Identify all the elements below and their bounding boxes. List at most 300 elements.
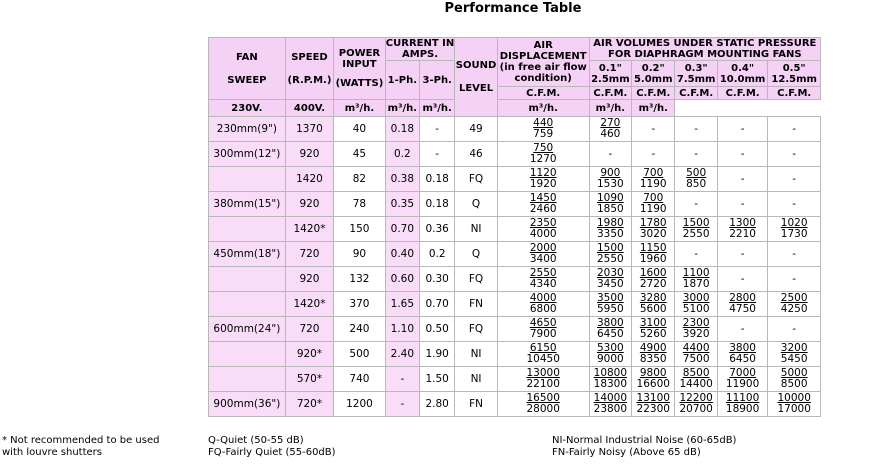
value-cfm: 1450 — [529, 192, 557, 204]
current-1ph-cell: 1.10 — [385, 317, 419, 342]
air-volume-cell — [717, 342, 767, 367]
air-volume-cell — [632, 342, 675, 367]
speed-cell: 920 — [285, 192, 333, 217]
value-cfm: 4900 — [639, 342, 667, 354]
sound-level-cell: FQ — [455, 267, 497, 292]
value-m3h: 5600 — [639, 303, 667, 315]
air-volume-cell — [632, 242, 675, 267]
current-3ph-cell: 0.18 — [420, 167, 455, 192]
value-m3h: 2460 — [529, 203, 557, 215]
air-volume-cell — [717, 117, 767, 142]
air-displacement-cell — [497, 292, 589, 317]
value-none: - — [694, 247, 699, 260]
current-3ph-cell: 1.50 — [420, 367, 455, 392]
value-cfm: 1020 — [780, 217, 808, 229]
value-cfm: 6150 — [529, 342, 557, 354]
air-volume-cell — [675, 142, 717, 167]
value-none: - — [792, 247, 797, 260]
current-1ph-cell: - — [385, 392, 419, 417]
value-m3h: 3350 — [596, 228, 624, 240]
value-cfm: 270 — [600, 117, 621, 129]
value-none: - — [694, 122, 699, 135]
value-none: - — [792, 122, 797, 135]
air-volume-cell — [768, 292, 821, 317]
value-cfm: 1100 — [682, 267, 710, 279]
current-1ph-cell: - — [385, 367, 419, 392]
sound-level-cell: NI — [455, 367, 497, 392]
table-row — [209, 342, 821, 367]
power-cell: 45 — [334, 142, 385, 167]
air-displacement-cell — [497, 167, 589, 192]
value-none: - — [651, 122, 656, 135]
sound-level-cell: Q — [455, 242, 497, 267]
header-pressure-2 — [675, 61, 717, 87]
air-volume-cell — [717, 267, 767, 292]
value-m3h: 5100 — [682, 303, 710, 315]
air-volume-cell — [675, 167, 717, 192]
air-volume-cell — [768, 142, 821, 167]
value-cfm: 4650 — [529, 317, 557, 329]
sound-level-cell: 46 — [455, 142, 497, 167]
current-3ph-cell: 0.70 — [420, 292, 455, 317]
speed-cell: 920 — [285, 142, 333, 167]
speed-cell: 920 — [285, 267, 333, 292]
air-volume-cell — [717, 242, 767, 267]
table-row — [209, 317, 821, 342]
value-m3h: 1530 — [596, 178, 624, 190]
fan-sweep-cell — [209, 217, 286, 242]
table-row — [209, 217, 821, 242]
speed-cell: 920* — [285, 342, 333, 367]
air-volume-cell — [675, 192, 717, 217]
current-3ph-cell: 1.90 — [420, 342, 455, 367]
value-cfm: 3000 — [682, 292, 710, 304]
value-cfm: 500 — [686, 167, 707, 179]
fan-sweep-cell — [209, 267, 286, 292]
value-m3h: 1730 — [780, 228, 808, 240]
air-volume-cell — [768, 167, 821, 192]
value-cfm: 14000 — [593, 392, 628, 404]
value-m3h: 850 — [686, 178, 707, 190]
value-cfm: 16500 — [526, 392, 560, 404]
value-cfm: 2800 — [729, 292, 756, 304]
air-volume-cell — [675, 392, 717, 417]
current-1ph-cell: 0.60 — [385, 267, 419, 292]
speed-cell: 1370 — [285, 117, 333, 142]
air-volume-cell — [717, 192, 767, 217]
value-none: - — [792, 197, 797, 210]
header-speed: SPEED (R.P.M.) — [285, 38, 333, 100]
header-air-volumes: AIR VOLUMES UNDER STATIC PRESSURE FOR DIAPHRAGM MOUNTING FANS — [589, 38, 820, 61]
value-none: - — [694, 147, 699, 160]
header-m3h: m³/h. — [589, 100, 631, 117]
header-pressure-0 — [589, 61, 631, 87]
value-m3h: 3400 — [529, 253, 557, 265]
value-m3h: 8350 — [639, 353, 667, 365]
speed-cell: 570* — [285, 367, 333, 392]
power-cell: 500 — [334, 342, 385, 367]
value-cfm: 3200 — [780, 342, 808, 354]
header-m3h: m³/h. — [420, 100, 455, 117]
air-volume-cell — [589, 192, 631, 217]
air-volume-cell — [589, 367, 631, 392]
value-none: - — [792, 322, 797, 335]
value-cfm: 1980 — [596, 217, 624, 229]
air-volume-cell — [768, 317, 821, 342]
current-1ph-cell: 0.40 — [385, 242, 419, 267]
speed-cell: 1420* — [285, 217, 333, 242]
value-cfm: 3280 — [639, 292, 667, 304]
air-volume-cell — [632, 167, 675, 192]
air-volume-cell — [632, 367, 675, 392]
header-m3h: m³/h. — [385, 100, 419, 117]
value-cfm: 10000 — [777, 392, 811, 404]
air-volume-cell — [589, 342, 631, 367]
value-none: - — [651, 147, 656, 160]
power-cell: 1200 — [334, 392, 385, 417]
air-volume-cell — [589, 317, 631, 342]
air-volume-cell — [632, 267, 675, 292]
air-volume-cell — [717, 217, 767, 242]
value-cfm: 1500 — [596, 242, 624, 254]
value-m3h: 1190 — [639, 178, 667, 190]
value-cfm: 8500 — [682, 367, 710, 379]
pressure-inch: 0.1" — [598, 62, 622, 74]
air-volume-cell — [768, 267, 821, 292]
air-volume-cell — [675, 342, 717, 367]
sound-level-cell: FN — [455, 392, 497, 417]
table-row — [209, 167, 821, 192]
value-m3h: 7500 — [682, 353, 710, 365]
header-cfm: C.F.M. — [589, 87, 631, 100]
header-sound: SOUND LEVEL — [455, 38, 497, 117]
value-m3h: 18300 — [593, 378, 628, 390]
fan-sweep-cell: 900mm(36") — [209, 392, 286, 417]
value-cfm: 3100 — [639, 317, 667, 329]
pressure-mm: 7.5mm — [676, 73, 716, 85]
current-1ph-cell: 1.65 — [385, 292, 419, 317]
current-3ph-cell: - — [420, 142, 455, 167]
pressure-inch: 0.3" — [684, 62, 708, 74]
value-m3h: 4340 — [529, 278, 557, 290]
value-none: - — [740, 197, 745, 210]
value-m3h: 4750 — [729, 303, 756, 315]
air-volume-cell — [717, 367, 767, 392]
air-volume-cell — [632, 142, 675, 167]
air-volume-cell — [589, 267, 631, 292]
speed-cell: 720 — [285, 317, 333, 342]
air-volume-cell — [675, 242, 717, 267]
value-none: - — [740, 272, 745, 285]
page-title: Performance Table — [444, 1, 582, 16]
air-displacement-cell — [497, 367, 589, 392]
fan-sweep-cell — [209, 167, 286, 192]
value-cfm: 2030 — [596, 267, 624, 279]
table-row — [209, 267, 821, 292]
value-m3h: 1960 — [639, 253, 667, 265]
value-m3h: 759 — [533, 128, 554, 140]
fan-sweep-cell: 300mm(12") — [209, 142, 286, 167]
table-row — [209, 142, 821, 167]
header-m3h: m³/h. — [497, 100, 589, 117]
value-m3h: 5260 — [639, 328, 667, 340]
air-volume-cell — [768, 392, 821, 417]
table-row — [209, 292, 821, 317]
table-row — [209, 392, 821, 417]
value-m3h: 3920 — [682, 328, 710, 340]
value-m3h: 1920 — [529, 178, 557, 190]
air-displacement-cell — [497, 142, 589, 167]
value-m3h: 20700 — [679, 403, 713, 415]
current-3ph-cell: 0.36 — [420, 217, 455, 242]
value-m3h: 460 — [600, 128, 621, 140]
air-volume-cell — [675, 217, 717, 242]
air-volume-cell — [632, 392, 675, 417]
header-400v: 400V. — [285, 100, 333, 117]
pressure-mm: 5.0mm — [633, 73, 673, 85]
current-3ph-cell: - — [420, 117, 455, 142]
value-cfm: 4000 — [529, 292, 557, 304]
pressure-inch: 0.2" — [641, 62, 665, 74]
header-fan-sweep: FAN SWEEP — [209, 38, 286, 100]
air-volume-cell — [589, 117, 631, 142]
value-m3h: 5950 — [596, 303, 624, 315]
value-cfm: 5300 — [596, 342, 624, 354]
value-cfm: 4400 — [682, 342, 710, 354]
pressure-mm: 12.5mm — [771, 73, 817, 85]
header-current: CURRENT IN AMPS. — [385, 38, 455, 60]
header-pressure-4 — [768, 61, 821, 87]
value-cfm: 1120 — [529, 167, 557, 179]
value-cfm: 3800 — [596, 317, 624, 329]
current-3ph-cell: 2.80 — [420, 392, 455, 417]
value-m3h: 3450 — [596, 278, 624, 290]
note-fairly-quiet: FQ-Fairly Quiet (55-60dB) — [208, 447, 336, 458]
sound-level-cell: 49 — [455, 117, 497, 142]
current-1ph-cell: 0.70 — [385, 217, 419, 242]
air-volume-cell — [589, 142, 631, 167]
air-displacement-cell — [497, 317, 589, 342]
table-row — [209, 367, 821, 392]
value-cfm: 700 — [643, 167, 664, 179]
sound-level-cell: FQ — [455, 167, 497, 192]
header-cfm: C.F.M. — [632, 87, 675, 100]
value-cfm: 12200 — [679, 392, 713, 404]
value-m3h: 22300 — [636, 403, 670, 415]
sound-level-cell: NI — [455, 342, 497, 367]
current-3ph-cell: 0.2 — [420, 242, 455, 267]
value-m3h: 23800 — [593, 403, 628, 415]
value-m3h: 4000 — [529, 228, 557, 240]
air-volume-cell — [632, 317, 675, 342]
air-volume-cell — [768, 192, 821, 217]
value-none: - — [608, 147, 613, 160]
power-cell: 132 — [334, 267, 385, 292]
value-m3h: 5450 — [780, 353, 808, 365]
sound-level-cell: FQ — [455, 317, 497, 342]
fan-sweep-cell: 380mm(15") — [209, 192, 286, 217]
air-volume-cell — [632, 192, 675, 217]
value-cfm: 7000 — [729, 367, 756, 379]
value-m3h: 1270 — [529, 153, 557, 165]
air-volume-cell — [768, 242, 821, 267]
air-displacement-cell — [497, 217, 589, 242]
header-pressure-1 — [632, 61, 675, 87]
fan-sweep-cell — [209, 342, 286, 367]
speed-cell: 1420* — [285, 292, 333, 317]
value-m3h: 2550 — [682, 228, 710, 240]
power-cell: 78 — [334, 192, 385, 217]
air-volume-cell — [675, 292, 717, 317]
value-m3h: 22100 — [526, 378, 560, 390]
value-none: - — [792, 172, 797, 185]
air-volume-cell — [589, 242, 631, 267]
air-volume-cell — [675, 267, 717, 292]
value-cfm: 1500 — [682, 217, 710, 229]
sound-level-cell: NI — [455, 217, 497, 242]
air-displacement-cell — [497, 267, 589, 292]
value-none: - — [740, 147, 745, 160]
air-displacement-cell — [497, 117, 589, 142]
value-m3h: 6450 — [729, 353, 756, 365]
current-1ph-cell: 0.35 — [385, 192, 419, 217]
value-none: - — [792, 147, 797, 160]
speed-cell: 1420 — [285, 167, 333, 192]
air-volume-cell — [632, 217, 675, 242]
note-normal-industrial: NI-Normal Industrial Noise (60-65dB) — [552, 435, 737, 446]
pressure-mm: 2.5mm — [591, 73, 630, 85]
fan-sweep-cell: 600mm(24") — [209, 317, 286, 342]
table-row — [209, 117, 821, 142]
note-asterisk-line2: with louvre shutters — [2, 447, 102, 458]
air-displacement-cell — [497, 242, 589, 267]
power-cell: 740 — [334, 367, 385, 392]
value-m3h: 9000 — [596, 353, 624, 365]
value-none: - — [740, 247, 745, 260]
fan-sweep-cell: 230mm(9") — [209, 117, 286, 142]
value-cfm: 1090 — [596, 192, 624, 204]
value-m3h: 11900 — [725, 378, 760, 390]
value-m3h: 2720 — [639, 278, 667, 290]
current-1ph-cell: 0.18 — [385, 117, 419, 142]
value-cfm: 2550 — [529, 267, 557, 279]
current-3ph-cell: 0.30 — [420, 267, 455, 292]
value-none: - — [792, 272, 797, 285]
sound-level-cell: Q — [455, 192, 497, 217]
value-cfm: 1600 — [639, 267, 667, 279]
power-cell: 370 — [334, 292, 385, 317]
value-cfm: 11100 — [725, 392, 760, 404]
value-cfm: 2500 — [780, 292, 808, 304]
power-cell: 240 — [334, 317, 385, 342]
value-cfm: 13100 — [636, 392, 670, 404]
value-cfm: 2350 — [529, 217, 557, 229]
value-none: - — [740, 122, 745, 135]
air-displacement-cell — [497, 342, 589, 367]
fan-sweep-cell — [209, 367, 286, 392]
value-m3h: 2210 — [729, 228, 756, 240]
air-volume-cell — [675, 317, 717, 342]
fan-sweep-cell — [209, 292, 286, 317]
current-3ph-cell: 0.50 — [420, 317, 455, 342]
value-cfm: 10800 — [593, 367, 628, 379]
air-volume-cell — [632, 117, 675, 142]
air-volume-cell — [589, 392, 631, 417]
value-m3h: 2550 — [596, 253, 624, 265]
value-cfm: 9800 — [639, 367, 667, 379]
pressure-mm: 10.0mm — [719, 73, 766, 85]
value-cfm: 1300 — [729, 217, 756, 229]
current-1ph-cell: 2.40 — [385, 342, 419, 367]
value-none: - — [740, 172, 745, 185]
header-cfm: C.F.M. — [717, 87, 767, 100]
value-m3h: 6450 — [596, 328, 624, 340]
air-volume-cell — [589, 292, 631, 317]
header-cfm: C.F.M. — [675, 87, 717, 100]
header-m3h: m³/h. — [334, 100, 385, 117]
value-cfm: 13000 — [526, 367, 560, 379]
air-volume-cell — [717, 317, 767, 342]
pressure-inch: 0.4" — [731, 62, 755, 74]
value-cfm: 1150 — [639, 242, 667, 254]
air-volume-cell — [675, 367, 717, 392]
speed-cell: 720* — [285, 392, 333, 417]
air-volume-cell — [717, 142, 767, 167]
value-m3h: 3020 — [639, 228, 667, 240]
air-volume-cell — [717, 167, 767, 192]
value-m3h: 10450 — [526, 353, 560, 365]
air-volume-cell — [768, 217, 821, 242]
value-cfm: 1780 — [639, 217, 667, 229]
note-fairly-noisy: FN-Fairly Noisy (Above 65 dB) — [552, 447, 701, 458]
header-230v: 230V. — [209, 100, 286, 117]
header-cfm: C.F.M. — [768, 87, 821, 100]
current-3ph-cell: 0.18 — [420, 192, 455, 217]
value-cfm: 900 — [600, 167, 621, 179]
value-cfm: 3800 — [729, 342, 756, 354]
value-none: - — [740, 322, 745, 335]
air-volume-cell — [717, 292, 767, 317]
value-m3h: 28000 — [526, 403, 560, 415]
value-m3h: 4250 — [780, 303, 808, 315]
power-cell: 82 — [334, 167, 385, 192]
table-row — [209, 192, 821, 217]
value-m3h: 7900 — [529, 328, 557, 340]
header-3-phase: 3-Ph. — [420, 61, 455, 100]
value-m3h: 17000 — [777, 403, 811, 415]
air-volume-cell — [589, 217, 631, 242]
value-m3h: 1870 — [682, 278, 710, 290]
value-m3h: 18900 — [725, 403, 760, 415]
performance-table — [208, 37, 821, 417]
air-volume-cell — [589, 167, 631, 192]
header-pressure-3 — [717, 61, 767, 87]
air-volume-cell — [717, 392, 767, 417]
current-1ph-cell: 0.2 — [385, 142, 419, 167]
note-asterisk-line1: * Not recommended to be used — [2, 435, 160, 446]
power-cell: 40 — [334, 117, 385, 142]
value-cfm: 440 — [533, 117, 554, 129]
table-row — [209, 242, 821, 267]
note-quiet: Q-Quiet (50-55 dB) — [208, 435, 304, 446]
air-displacement-cell — [497, 392, 589, 417]
header-1-phase: 1-Ph. — [385, 61, 419, 100]
value-m3h: 8500 — [780, 378, 808, 390]
current-1ph-cell: 0.38 — [385, 167, 419, 192]
header-power: POWER INPUT (WATTS) — [334, 38, 385, 100]
air-volume-cell — [675, 117, 717, 142]
air-volume-cell — [632, 292, 675, 317]
